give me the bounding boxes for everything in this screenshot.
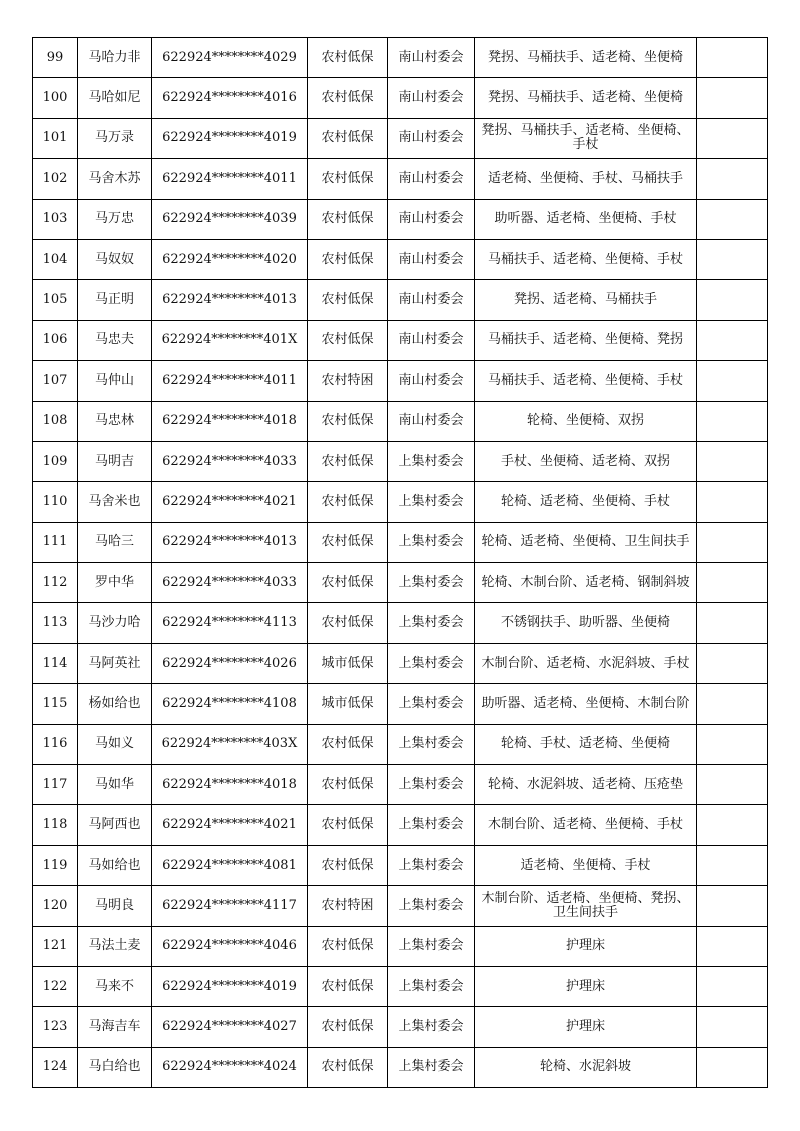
village-committee-cell: 上集村委会 — [388, 724, 475, 764]
remark-cell — [697, 441, 768, 481]
village-committee-cell: 上集村委会 — [388, 1007, 475, 1047]
row-number-cell: 124 — [33, 1047, 78, 1087]
village-committee-cell: 南山村委会 — [388, 118, 475, 158]
assistance-category-cell: 农村低保 — [308, 1047, 388, 1087]
equipment-items-cell: 木制台阶、适老椅、坐便椅、凳拐、卫生间扶手 — [475, 886, 697, 926]
id-number-cell: 622924********4027 — [152, 1007, 308, 1047]
id-number-cell: 622924********4029 — [152, 38, 308, 78]
table-row — [33, 563, 768, 603]
remark-cell — [697, 563, 768, 603]
row-number-cell: 117 — [33, 765, 78, 805]
table-row — [33, 239, 768, 279]
table-row — [33, 482, 768, 522]
remark-cell — [697, 805, 768, 845]
row-number-cell: 122 — [33, 966, 78, 1006]
equipment-items-cell: 手杖、坐便椅、适老椅、双拐 — [475, 441, 697, 481]
village-committee-cell: 南山村委会 — [388, 38, 475, 78]
name-cell: 马万忠 — [78, 199, 152, 239]
assistance-category-cell: 农村低保 — [308, 805, 388, 845]
equipment-items-cell: 马桶扶手、适老椅、坐便椅、手杖 — [475, 239, 697, 279]
id-number-cell: 622924********4019 — [152, 966, 308, 1006]
table-row — [33, 118, 768, 158]
table-row — [33, 966, 768, 1006]
table-row — [33, 603, 768, 643]
equipment-items-cell: 凳拐、马桶扶手、适老椅、坐便椅、手杖 — [475, 118, 697, 158]
row-number-cell: 118 — [33, 805, 78, 845]
equipment-items-cell: 轮椅、水泥斜坡 — [475, 1047, 697, 1087]
id-number-cell: 622924********4039 — [152, 199, 308, 239]
row-number-cell: 103 — [33, 199, 78, 239]
equipment-items-cell: 适老椅、坐便椅、手杖、马桶扶手 — [475, 159, 697, 199]
id-number-cell: 622924********4024 — [152, 1047, 308, 1087]
name-cell: 马白给也 — [78, 1047, 152, 1087]
equipment-items-cell: 护理床 — [475, 1007, 697, 1047]
remark-cell — [697, 886, 768, 926]
remark-cell — [697, 38, 768, 78]
row-number-cell: 101 — [33, 118, 78, 158]
equipment-items-cell: 轮椅、手杖、适老椅、坐便椅 — [475, 724, 697, 764]
assistance-category-cell: 农村低保 — [308, 118, 388, 158]
id-number-cell: 622924********4013 — [152, 522, 308, 562]
remark-cell — [697, 845, 768, 885]
name-cell: 马哈力非 — [78, 38, 152, 78]
name-cell: 罗中华 — [78, 563, 152, 603]
equipment-items-cell: 轮椅、坐便椅、双拐 — [475, 401, 697, 441]
village-committee-cell: 上集村委会 — [388, 886, 475, 926]
row-number-cell: 119 — [33, 845, 78, 885]
table-row — [33, 805, 768, 845]
assistance-category-cell: 农村低保 — [308, 78, 388, 118]
row-number-cell: 106 — [33, 320, 78, 360]
table-row — [33, 280, 768, 320]
name-cell: 马仲山 — [78, 361, 152, 401]
name-cell: 马舍米也 — [78, 482, 152, 522]
village-committee-cell: 上集村委会 — [388, 966, 475, 1006]
assistance-category-cell: 农村低保 — [308, 845, 388, 885]
remark-cell — [697, 643, 768, 683]
assistance-category-cell: 农村特困 — [308, 361, 388, 401]
equipment-items-cell: 凳拐、适老椅、马桶扶手 — [475, 280, 697, 320]
village-committee-cell: 上集村委会 — [388, 1047, 475, 1087]
name-cell: 马哈三 — [78, 522, 152, 562]
assistance-category-cell: 农村低保 — [308, 280, 388, 320]
id-number-cell: 622924********4020 — [152, 239, 308, 279]
remark-cell — [697, 684, 768, 724]
id-number-cell: 622924********4021 — [152, 805, 308, 845]
village-committee-cell: 南山村委会 — [388, 239, 475, 279]
name-cell: 马来不 — [78, 966, 152, 1006]
village-committee-cell: 南山村委会 — [388, 159, 475, 199]
equipment-items-cell: 不锈钢扶手、助听器、坐便椅 — [475, 603, 697, 643]
assistance-category-cell: 农村低保 — [308, 482, 388, 522]
row-number-cell: 109 — [33, 441, 78, 481]
village-committee-cell: 上集村委会 — [388, 926, 475, 966]
remark-cell — [697, 522, 768, 562]
equipment-items-cell: 凳拐、马桶扶手、适老椅、坐便椅 — [475, 78, 697, 118]
assistance-category-cell: 农村低保 — [308, 401, 388, 441]
equipment-items-cell: 轮椅、木制台阶、适老椅、钢制斜坡 — [475, 563, 697, 603]
remark-cell — [697, 320, 768, 360]
table-row — [33, 441, 768, 481]
equipment-items-cell: 助听器、适老椅、坐便椅、木制台阶 — [475, 684, 697, 724]
equipment-items-cell: 助听器、适老椅、坐便椅、手杖 — [475, 199, 697, 239]
id-number-cell: 622924********4033 — [152, 563, 308, 603]
name-cell: 马如给也 — [78, 845, 152, 885]
assistance-category-cell: 农村低保 — [308, 239, 388, 279]
name-cell: 马舍木苏 — [78, 159, 152, 199]
remark-cell — [697, 199, 768, 239]
id-number-cell: 622924********401X — [152, 320, 308, 360]
row-number-cell: 105 — [33, 280, 78, 320]
row-number-cell: 102 — [33, 159, 78, 199]
assistance-category-cell: 农村特困 — [308, 886, 388, 926]
remark-cell — [697, 765, 768, 805]
remark-cell — [697, 159, 768, 199]
id-number-cell: 622924********4081 — [152, 845, 308, 885]
equipment-items-cell: 马桶扶手、适老椅、坐便椅、凳拐 — [475, 320, 697, 360]
remark-cell — [697, 603, 768, 643]
equipment-items-cell: 木制台阶、适老椅、坐便椅、手杖 — [475, 805, 697, 845]
equipment-items-cell: 轮椅、适老椅、坐便椅、卫生间扶手 — [475, 522, 697, 562]
id-number-cell: 622924********4046 — [152, 926, 308, 966]
assistance-category-cell: 农村低保 — [308, 441, 388, 481]
name-cell: 马正明 — [78, 280, 152, 320]
assistance-category-cell: 农村低保 — [308, 966, 388, 1006]
assistance-category-cell: 农村低保 — [308, 1007, 388, 1047]
table-row — [33, 765, 768, 805]
row-number-cell: 108 — [33, 401, 78, 441]
equipment-items-cell: 凳拐、马桶扶手、适老椅、坐便椅 — [475, 38, 697, 78]
id-number-cell: 622924********4018 — [152, 401, 308, 441]
equipment-items-cell: 适老椅、坐便椅、手杖 — [475, 845, 697, 885]
assistance-category-cell: 农村低保 — [308, 199, 388, 239]
village-committee-cell: 上集村委会 — [388, 845, 475, 885]
village-committee-cell: 上集村委会 — [388, 765, 475, 805]
village-committee-cell: 南山村委会 — [388, 320, 475, 360]
name-cell: 马忠夫 — [78, 320, 152, 360]
id-number-cell: 622924********4117 — [152, 886, 308, 926]
remark-cell — [697, 926, 768, 966]
id-number-cell: 622924********4011 — [152, 361, 308, 401]
id-number-cell: 622924********4018 — [152, 765, 308, 805]
assistance-category-cell: 农村低保 — [308, 522, 388, 562]
table-row — [33, 926, 768, 966]
assistance-category-cell: 农村低保 — [308, 320, 388, 360]
table-row — [33, 159, 768, 199]
village-committee-cell: 南山村委会 — [388, 280, 475, 320]
id-number-cell: 622924********4113 — [152, 603, 308, 643]
table-row — [33, 78, 768, 118]
village-committee-cell: 上集村委会 — [388, 684, 475, 724]
equipment-items-cell: 护理床 — [475, 966, 697, 1006]
village-committee-cell: 上集村委会 — [388, 482, 475, 522]
name-cell: 马明良 — [78, 886, 152, 926]
id-number-cell: 622924********4033 — [152, 441, 308, 481]
row-number-cell: 114 — [33, 643, 78, 683]
id-number-cell: 622924********4011 — [152, 159, 308, 199]
row-number-cell: 111 — [33, 522, 78, 562]
table-row — [33, 845, 768, 885]
remark-cell — [697, 280, 768, 320]
table-row — [33, 724, 768, 764]
name-cell: 杨如给也 — [78, 684, 152, 724]
assistance-category-cell: 农村低保 — [308, 159, 388, 199]
table-row — [33, 684, 768, 724]
village-committee-cell: 上集村委会 — [388, 563, 475, 603]
table-row — [33, 1007, 768, 1047]
assistance-category-cell: 农村低保 — [308, 603, 388, 643]
remark-cell — [697, 401, 768, 441]
village-committee-cell: 南山村委会 — [388, 401, 475, 441]
row-number-cell: 99 — [33, 38, 78, 78]
id-number-cell: 622924********4016 — [152, 78, 308, 118]
name-cell: 马如华 — [78, 765, 152, 805]
id-number-cell: 622924********403X — [152, 724, 308, 764]
remark-cell — [697, 118, 768, 158]
name-cell: 马沙力哈 — [78, 603, 152, 643]
remark-cell — [697, 966, 768, 1006]
table-row — [33, 320, 768, 360]
id-number-cell: 622924********4026 — [152, 643, 308, 683]
row-number-cell: 121 — [33, 926, 78, 966]
village-committee-cell: 南山村委会 — [388, 361, 475, 401]
name-cell: 马万录 — [78, 118, 152, 158]
equipment-items-cell: 轮椅、水泥斜坡、适老椅、压疮垫 — [475, 765, 697, 805]
assistance-category-cell: 农村低保 — [308, 724, 388, 764]
table-row — [33, 361, 768, 401]
remark-cell — [697, 78, 768, 118]
assistance-category-cell: 城市低保 — [308, 684, 388, 724]
assistance-category-cell: 农村低保 — [308, 38, 388, 78]
table-row — [33, 886, 768, 926]
table-row — [33, 199, 768, 239]
row-number-cell: 116 — [33, 724, 78, 764]
name-cell: 马法土麦 — [78, 926, 152, 966]
row-number-cell: 123 — [33, 1007, 78, 1047]
remark-cell — [697, 361, 768, 401]
table-body — [33, 38, 768, 1088]
id-number-cell: 622924********4021 — [152, 482, 308, 522]
beneficiary-table — [32, 37, 768, 1088]
row-number-cell: 104 — [33, 239, 78, 279]
id-number-cell: 622924********4019 — [152, 118, 308, 158]
name-cell: 马如义 — [78, 724, 152, 764]
remark-cell — [697, 1047, 768, 1087]
equipment-items-cell: 马桶扶手、适老椅、坐便椅、手杖 — [475, 361, 697, 401]
table-row — [33, 38, 768, 78]
table-row — [33, 401, 768, 441]
village-committee-cell: 上集村委会 — [388, 643, 475, 683]
village-committee-cell: 南山村委会 — [388, 78, 475, 118]
table-row — [33, 643, 768, 683]
village-committee-cell: 上集村委会 — [388, 522, 475, 562]
remark-cell — [697, 1007, 768, 1047]
table-row — [33, 1047, 768, 1087]
row-number-cell: 112 — [33, 563, 78, 603]
equipment-items-cell: 轮椅、适老椅、坐便椅、手杖 — [475, 482, 697, 522]
remark-cell — [697, 482, 768, 522]
remark-cell — [697, 724, 768, 764]
id-number-cell: 622924********4013 — [152, 280, 308, 320]
name-cell: 马阿西也 — [78, 805, 152, 845]
row-number-cell: 100 — [33, 78, 78, 118]
row-number-cell: 107 — [33, 361, 78, 401]
name-cell: 马明吉 — [78, 441, 152, 481]
village-committee-cell: 上集村委会 — [388, 805, 475, 845]
equipment-items-cell: 护理床 — [475, 926, 697, 966]
village-committee-cell: 南山村委会 — [388, 199, 475, 239]
row-number-cell: 115 — [33, 684, 78, 724]
remark-cell — [697, 239, 768, 279]
row-number-cell: 110 — [33, 482, 78, 522]
row-number-cell: 120 — [33, 886, 78, 926]
row-number-cell: 113 — [33, 603, 78, 643]
village-committee-cell: 上集村委会 — [388, 441, 475, 481]
assistance-category-cell: 农村低保 — [308, 926, 388, 966]
name-cell: 马忠林 — [78, 401, 152, 441]
id-number-cell: 622924********4108 — [152, 684, 308, 724]
assistance-category-cell: 城市低保 — [308, 643, 388, 683]
village-committee-cell: 上集村委会 — [388, 603, 475, 643]
equipment-items-cell: 木制台阶、适老椅、水泥斜坡、手杖 — [475, 643, 697, 683]
assistance-category-cell: 农村低保 — [308, 765, 388, 805]
assistance-category-cell: 农村低保 — [308, 563, 388, 603]
name-cell: 马哈如尼 — [78, 78, 152, 118]
name-cell: 马海吉车 — [78, 1007, 152, 1047]
name-cell: 马奴奴 — [78, 239, 152, 279]
table-row — [33, 522, 768, 562]
name-cell: 马阿英社 — [78, 643, 152, 683]
